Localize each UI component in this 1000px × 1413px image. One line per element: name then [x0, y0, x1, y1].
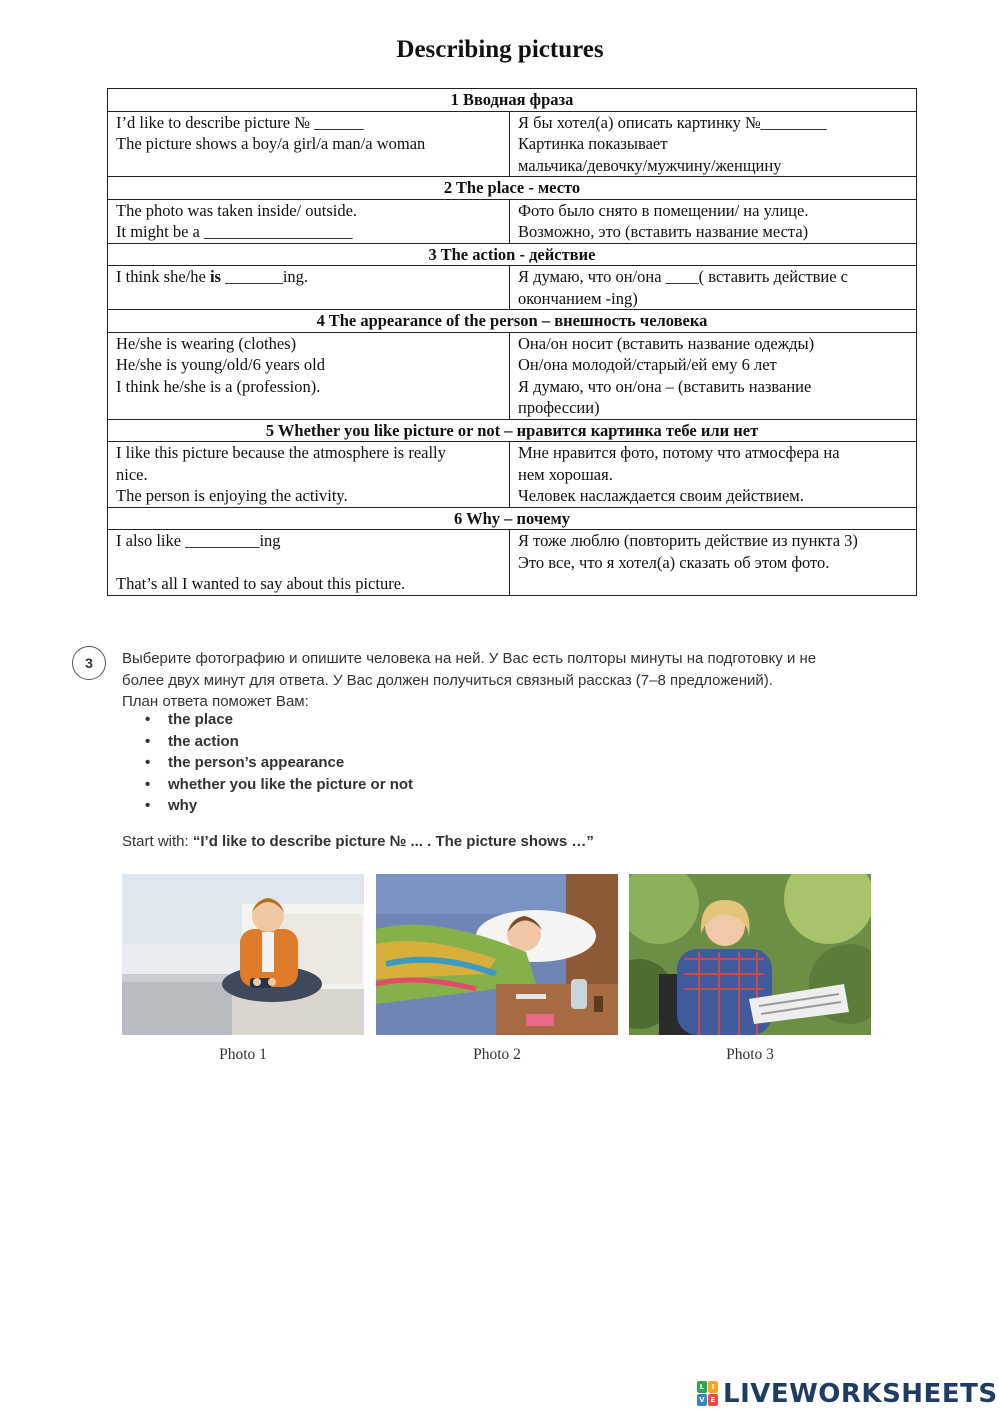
english-phrases: [108, 266, 510, 310]
english-phrase-line: He/she is young/old/6 years old: [116, 355, 325, 374]
section-heading: 6 Why – почему: [108, 507, 917, 530]
russian-phrase-line: Фото было снято в помещении/ на улице.: [518, 200, 809, 220]
russian-phrase-line: Я думаю, что он/она ____( вставить действие с: [518, 267, 848, 286]
russian-phrases: [510, 442, 917, 508]
logo-letter-e: E: [708, 1394, 718, 1406]
english-phrase-line: The picture shows a boy/a girl/a man/a woman: [116, 134, 426, 153]
english-phrase-line: [116, 552, 501, 574]
russian-phrase-line: Я тоже люблю (повторить действие из пункта 3): [518, 531, 858, 550]
phrase-row: [108, 442, 917, 508]
photo-1-boy-gaming: [122, 874, 364, 1035]
english-phrase-line: [116, 266, 501, 288]
instruction-line: Выберите фотографию и опишите человека на ней. У Вас есть полторы минуты на подготовку и не: [122, 650, 817, 667]
russian-phrase-line: Человек наслаждается своим действием.: [518, 486, 804, 505]
phrase-row: [108, 530, 917, 596]
english-phrase-line: I also like _________ing: [116, 531, 281, 550]
plan-item: • the person’s appearance: [142, 752, 413, 774]
english-phrase-line: It might be a __________________: [116, 222, 353, 241]
phrase-row: [108, 199, 917, 243]
phrase-row: [108, 332, 917, 419]
section-heading-row: [108, 310, 917, 333]
section-heading: 4 The appearance of the person – внешность человека: [108, 310, 917, 333]
start-with: [122, 833, 594, 850]
plan-item: • the action: [142, 731, 413, 753]
russian-phrases: [510, 199, 917, 243]
english-phrases: [108, 332, 510, 419]
russian-phrase-line: Я бы хотел(а) описать картинку №________: [518, 112, 827, 132]
russian-phrase-line: Это все, что я хотел(а) сказать об этом фото.: [518, 552, 830, 572]
phrase-part: _______ing.: [220, 267, 309, 286]
section-heading-row: [108, 419, 917, 442]
russian-phrases: [510, 111, 917, 177]
section-heading-row: [108, 89, 917, 112]
photo-3-caption: Photo 3: [726, 1046, 774, 1063]
plan-item: • why: [142, 795, 413, 817]
task-number: 3: [72, 646, 106, 680]
liveworksheets-logo: [697, 1378, 998, 1410]
english-phrase-line: The photo was taken inside/ outside.: [116, 200, 358, 220]
section-heading-row: [108, 177, 917, 200]
english-phrase-line: That’s all I wanted to say about this picture.: [116, 574, 406, 593]
english-phrases: [108, 442, 510, 508]
russian-phrases: [510, 332, 917, 419]
russian-phrase-line: Я думаю, что он/она – (вставить название: [518, 376, 812, 396]
instruction-line: План ответа поможет Вам:: [122, 693, 309, 710]
russian-phrases: [510, 530, 917, 596]
russian-phrases: [510, 266, 917, 310]
logo-icon: [697, 1381, 719, 1407]
section-heading: 2 The place - место: [108, 177, 917, 200]
english-phrase-line: I think he/she is a (profession).: [116, 376, 321, 396]
section-heading: 1 Вводная фраза: [108, 89, 917, 112]
english-phrases: [108, 199, 510, 243]
russian-phrase-line: Он/она молодой/старый/ей ему 6 лет: [518, 355, 777, 374]
emphasis-word: is: [209, 267, 221, 286]
russian-phrase-line: Она/он носит (вставить название одежды): [518, 333, 815, 353]
photo-1-caption: Photo 1: [219, 1046, 267, 1063]
plan-item: • the place: [142, 709, 413, 731]
english-phrases: [108, 111, 510, 177]
russian-phrase-line: Возможно, это (вставить название места): [518, 222, 809, 241]
plan-item: • whether you like the picture or not: [142, 774, 413, 796]
section-heading: 3 The action - действие: [108, 243, 917, 266]
page-title: Describing pictures: [396, 36, 604, 63]
start-phrase: “I’d like to describe picture № ... . The picture shows …”: [192, 833, 594, 850]
english-phrase-line: I’d like to describe picture № ______: [116, 112, 364, 132]
phrases-table: [107, 88, 917, 596]
english-phrases: [108, 530, 510, 596]
section-heading: 5 Whether you like picture or not – нравится картинка тебе или нет: [108, 419, 917, 442]
russian-phrase-line: окончанием -ing): [518, 288, 638, 308]
russian-phrase-line: нем хорошая.: [518, 464, 613, 484]
logo-text: LIVEWORKSHEETS: [723, 1379, 998, 1409]
phrase-part: I think she/he: [116, 267, 210, 286]
answer-plan: [142, 709, 413, 817]
logo-letter-l: L: [697, 1381, 707, 1393]
logo-letter-v: V: [697, 1394, 707, 1406]
photo-2-sick-girl: [376, 874, 618, 1035]
english-phrase-line: I like this picture because the atmosphere is really: [116, 443, 446, 462]
photo-3-woman-reading: [629, 874, 871, 1035]
english-phrase-line: nice.: [116, 464, 148, 484]
instruction-line: более двух минут для ответа. У Вас должен получиться связный рассказ (7–8 предложений).: [122, 671, 773, 689]
english-phrase-line: He/she is wearing (clothes): [116, 333, 297, 353]
russian-phrase-line: Мне нравится фото, потому что атмосфера на: [518, 443, 840, 462]
english-phrase-line: The person is enjoying the activity.: [116, 486, 348, 505]
section-heading-row: [108, 507, 917, 530]
task-instructions: [122, 648, 892, 713]
photo-2-caption: Photo 2: [473, 1046, 521, 1063]
phrase-row: [108, 111, 917, 177]
phrase-row: [108, 266, 917, 310]
russian-phrase-line: профессии): [518, 398, 600, 417]
section-heading-row: [108, 243, 917, 266]
logo-letter-i: I: [708, 1381, 718, 1393]
russian-phrase-line: мальчика/девочку/мужчину/женщину: [518, 155, 782, 175]
russian-phrase-line: Картинка показывает: [518, 134, 668, 153]
start-label: Start with:: [122, 833, 193, 850]
